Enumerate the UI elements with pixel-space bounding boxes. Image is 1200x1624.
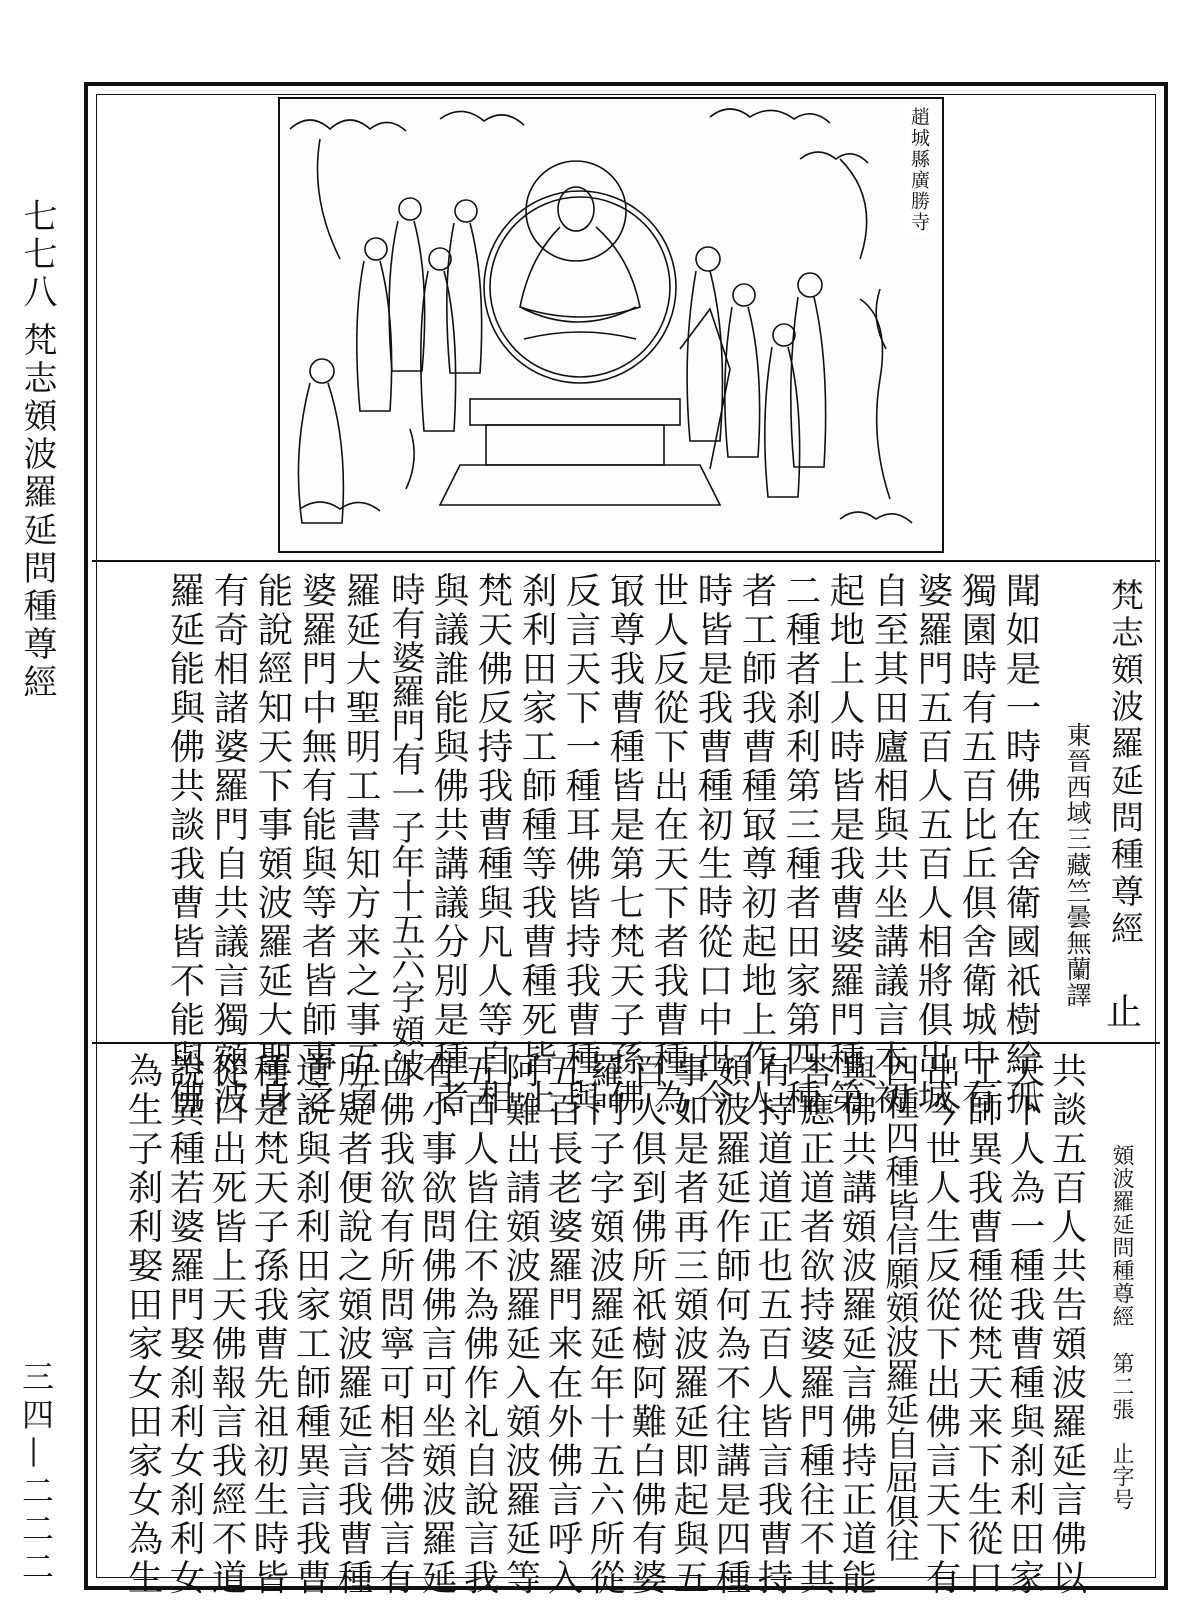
temple-caption: 趙城縣廣勝寺 xyxy=(905,105,934,235)
text-line: 天下人為一種我曹種與刹利田家 xyxy=(1004,1052,1045,1598)
buddha-assembly-drawing xyxy=(280,99,942,551)
text-line: 工師異我曹種從梵天来下生從口 xyxy=(962,1052,1003,1598)
text-line: 四種四種皆信願頞波羅延自屈俱往 xyxy=(879,1052,919,1562)
text-line: 說異種若婆羅門娶刹利女刹利女 xyxy=(164,1052,205,1598)
text-line: 羅延能與佛共談我曹皆不能與佛 xyxy=(164,572,205,1118)
running-header: 頞波羅延問種尊經 xyxy=(1109,1144,1134,1328)
text-line: 能說經知天下事頞波羅延大聖身 xyxy=(252,572,293,1118)
text-line: 白佛我欲有所問寧可相荅佛言有 xyxy=(374,1052,415,1598)
sheet-mark: 止字号 xyxy=(1109,1442,1134,1511)
text-line: 共談五百人共告頞波羅延言佛以 xyxy=(1046,1052,1087,1598)
text-line: 羅延大聖明工書知方来之事五百 xyxy=(340,572,381,1118)
text-line: 羅門子字頞波羅延年十五六所從 xyxy=(584,1052,625,1598)
panel-divider xyxy=(92,560,1160,562)
text-line: 獨園時有五百比丘俱舍衛城中有 xyxy=(956,572,997,1118)
text-line: 五百人皆住不為佛作礼自說言我 xyxy=(458,1052,499,1598)
text-line: 出今世人生反從下出佛言天下有 xyxy=(920,1052,961,1598)
text-line: 種是梵天子孫我曹先祖初生時皆 xyxy=(248,1052,289,1598)
text-panel-1 xyxy=(108,572,1145,1118)
text-line: 時有婆羅門有一子年十五六字頞波 xyxy=(385,572,425,1082)
text-line: 事如是者再三頞波羅延即起與五 xyxy=(668,1052,709,1598)
text-line: 五百長老婆羅門来在外佛言呼入 xyxy=(542,1052,583,1598)
text-line: 世人反從下出在天下者我曹種為 xyxy=(648,572,689,1118)
text-line: 聞如是一時佛在舍衛國祇樹給孤 xyxy=(1000,572,1041,1118)
text-line: 婆羅門中無有能與等者皆師事之 xyxy=(296,572,337,1118)
text-line: 有小事欲問佛佛言可坐頞波羅延 xyxy=(416,1052,457,1598)
sheet-number: 第二張 xyxy=(1109,1352,1134,1421)
text-line: 梵天佛反持我曹種與凡人等自相 xyxy=(472,572,513,1118)
text-line: 起地上人時皆是我曹婆羅門種第 xyxy=(824,572,865,1118)
text-line: 有奇相諸婆羅門自共議言獨頞波 xyxy=(208,572,249,1118)
text-line: 百人俱到佛所祇樹阿難白佛有婆 xyxy=(626,1052,667,1598)
text-line: 頞波羅延作師何為不往講是四種 xyxy=(710,1052,751,1598)
text-line: 冣尊我曹種皆是第七梵天子孫佛 xyxy=(604,572,645,1118)
text-line: 所疑者便說之頞波羅延言我曹種 xyxy=(332,1052,373,1598)
text-line: 婆羅門五百人五百人相將俱出城 xyxy=(912,572,953,1118)
frontispiece-illustration xyxy=(278,97,944,553)
text-panel-2 xyxy=(108,1052,1144,1598)
margin-sutra-title: 梵志頞波羅延問種尊經 xyxy=(17,322,57,702)
sutra-title: 梵志頞波羅延問種尊經 xyxy=(1106,578,1145,948)
text-line: 與佛共講頞波羅延言佛持正道能 xyxy=(836,1052,877,1598)
text-line: 阿難出請頞波羅延入頞波羅延等 xyxy=(500,1052,541,1598)
page-number: 三四—二二二 xyxy=(17,1360,55,1588)
text-line: 與議誰能與佛共講議分別是種者 xyxy=(428,572,469,1118)
text-line: 者工師我曹種冣尊初起地上作人 xyxy=(736,572,777,1118)
text-line: 自至其田廬相與共坐講議言本初 xyxy=(868,572,909,1118)
translator-line: 東晉西域三藏竺曇無蘭譯 xyxy=(1063,722,1092,1008)
volume-number: 七七八 xyxy=(17,198,57,312)
text-line: 反言天下一種耳佛皆持我曹種與 xyxy=(560,572,601,1118)
mark-zhi: 止 xyxy=(1105,992,1142,1033)
text-line: 為生子刹利娶田家女田家女為生 xyxy=(122,1052,163,1598)
text-line: 有持道道正也五百人皆言我曹持 xyxy=(752,1052,793,1598)
text-line: 二種者刹利第三種者田家第四種 xyxy=(780,572,821,1118)
text-line: 刹利田家工師種等我曹種死皆上 xyxy=(516,572,557,1118)
text-line: 道說與刹利田家工師種異言我曹 xyxy=(290,1052,331,1598)
text-line: 時皆是我曹種初生時從口中出今 xyxy=(692,572,733,1118)
text-line: 從口出死皆上天佛報言我經不道 xyxy=(206,1052,247,1598)
text-line: 荅應正道者欲持婆羅門種往不其 xyxy=(794,1052,835,1598)
